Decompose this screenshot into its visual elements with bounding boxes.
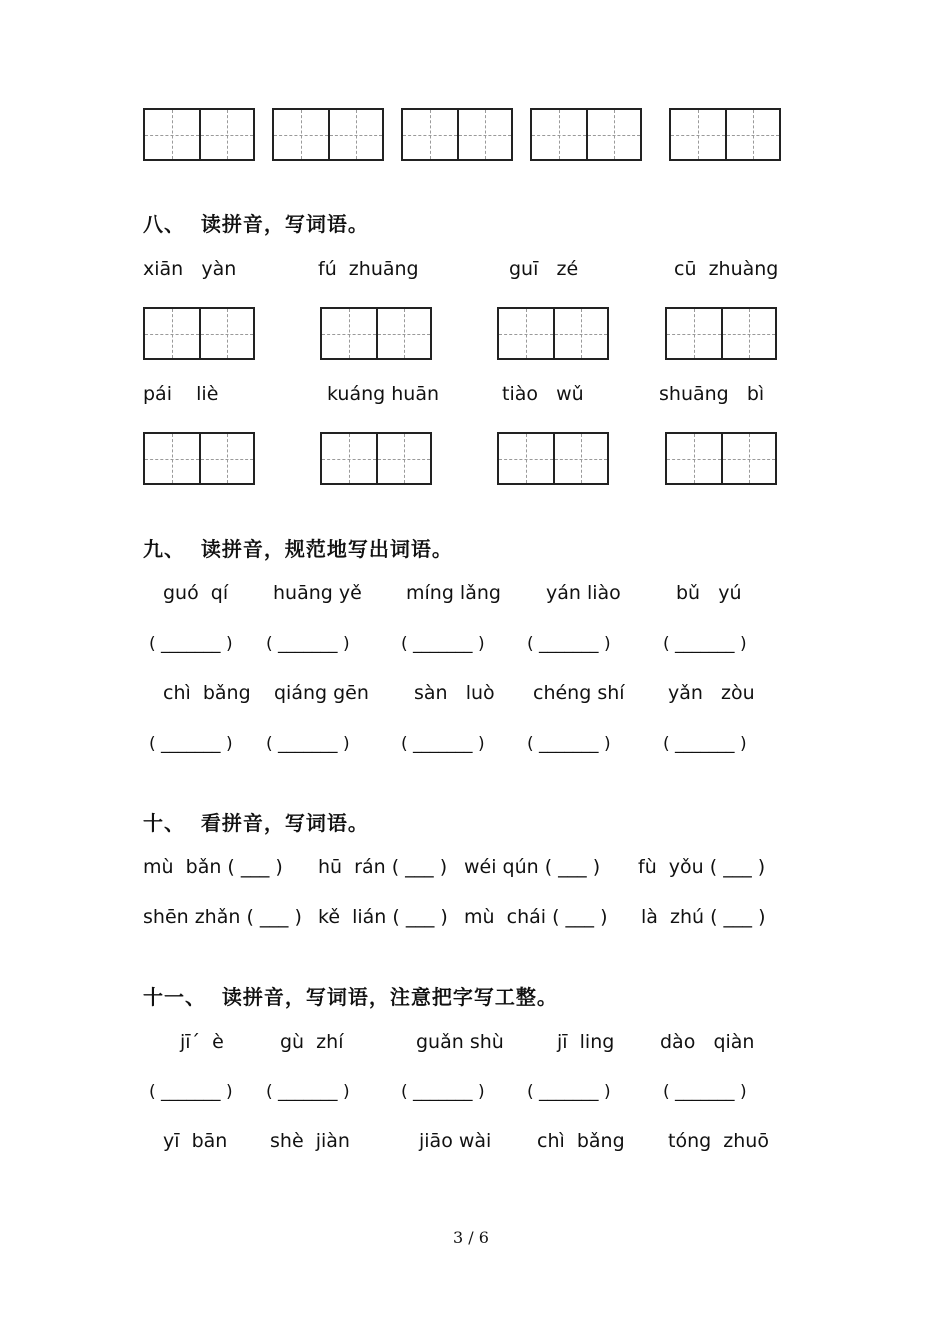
writing-grid[interactable]: [497, 432, 609, 485]
answer-blank[interactable]: ( _______ ): [663, 634, 747, 654]
grid-cell[interactable]: [322, 309, 376, 358]
writing-grid[interactable]: [497, 307, 609, 360]
pinyin-label: chéng shí: [533, 682, 625, 704]
grid-cell[interactable]: [322, 434, 376, 483]
writing-grid[interactable]: [401, 108, 513, 161]
pinyin-blank-item[interactable]: shēn zhǎn ( ___ ): [143, 906, 302, 928]
pinyin-label: guǎn shù: [416, 1031, 504, 1053]
writing-grid[interactable]: [530, 108, 642, 161]
grid-cell[interactable]: [553, 309, 607, 358]
pinyin-label: shè jiàn: [270, 1130, 350, 1152]
pinyin-blank-item[interactable]: mù chái ( ___ ): [464, 906, 608, 928]
grid-cell[interactable]: [199, 309, 253, 358]
grid-cell[interactable]: [721, 309, 775, 358]
grid-cell[interactable]: [532, 110, 586, 159]
writing-grid[interactable]: [669, 108, 781, 161]
pinyin-blank-item[interactable]: fù yǒu ( ___ ): [638, 856, 766, 878]
pinyin-label: jiāo wài: [419, 1130, 492, 1152]
pinyin-label: fú zhuāng: [318, 258, 419, 280]
section-10-heading: 十、 看拼音，写词语。: [143, 811, 369, 835]
answer-blank[interactable]: ( _______ ): [266, 1082, 350, 1102]
pinyin-label: míng lǎng: [406, 582, 501, 604]
answer-blank[interactable]: ( _______ ): [266, 634, 350, 654]
answer-blank[interactable]: ( _______ ): [149, 1082, 233, 1102]
pinyin-blank-item[interactable]: kě lián ( ___ ): [318, 906, 448, 928]
answer-blank[interactable]: ( _______ ): [527, 1082, 611, 1102]
grid-cell[interactable]: [721, 434, 775, 483]
writing-grid[interactable]: [320, 432, 432, 485]
pinyin-label: tiào wǔ: [502, 383, 584, 405]
pinyin-label: kuáng huān: [327, 383, 440, 405]
grid-cell[interactable]: [274, 110, 328, 159]
grid-cell[interactable]: [667, 309, 721, 358]
pinyin-label: gù zhí: [280, 1031, 344, 1053]
grid-cell[interactable]: [499, 434, 553, 483]
grid-cell[interactable]: [145, 110, 199, 159]
pinyin-blank-item[interactable]: wéi qún ( ___ ): [464, 856, 601, 878]
pinyin-label: jī ling: [557, 1031, 615, 1053]
pinyin-label: jīˊ è: [180, 1031, 224, 1053]
answer-blank[interactable]: ( _______ ): [401, 634, 485, 654]
grid-cell[interactable]: [328, 110, 382, 159]
grid-cell[interactable]: [145, 434, 199, 483]
pinyin-label: yī bān: [163, 1130, 228, 1152]
pinyin-blank-item[interactable]: là zhú ( ___ ): [641, 906, 766, 928]
answer-blank[interactable]: ( _______ ): [266, 734, 350, 754]
pinyin-label: dào qiàn: [660, 1031, 755, 1053]
pinyin-label: qiáng gēn: [274, 682, 369, 704]
grid-cell[interactable]: [499, 309, 553, 358]
pinyin-label: cū zhuàng: [674, 258, 779, 280]
pinyin-label: pái liè: [143, 383, 219, 405]
pinyin-label: guī zé: [509, 258, 579, 280]
answer-blank[interactable]: ( _______ ): [149, 634, 233, 654]
answer-blank[interactable]: ( _______ ): [401, 1082, 485, 1102]
writing-grid[interactable]: [665, 307, 777, 360]
pinyin-label: yán liào: [546, 582, 621, 604]
grid-cell[interactable]: [199, 110, 253, 159]
pinyin-label: chì bǎng: [163, 682, 251, 704]
answer-blank[interactable]: ( _______ ): [401, 734, 485, 754]
pinyin-blank-item[interactable]: hū rán ( ___ ): [318, 856, 448, 878]
pinyin-label: tóng zhuō: [668, 1130, 769, 1152]
grid-cell[interactable]: [671, 110, 725, 159]
grid-cell[interactable]: [667, 434, 721, 483]
writing-grid[interactable]: [665, 432, 777, 485]
pinyin-label: yǎn zòu: [668, 682, 755, 704]
pinyin-label: bǔ yú: [676, 582, 742, 604]
page-number: 3 / 6: [453, 1228, 489, 1247]
answer-blank[interactable]: ( _______ ): [149, 734, 233, 754]
grid-cell[interactable]: [145, 309, 199, 358]
grid-cell[interactable]: [376, 309, 430, 358]
section-8-heading: 八、 读拼音，写词语。: [143, 212, 369, 236]
pinyin-label: xiān yàn: [143, 258, 237, 280]
grid-cell[interactable]: [199, 434, 253, 483]
grid-cell[interactable]: [553, 434, 607, 483]
grid-cell[interactable]: [586, 110, 640, 159]
grid-cell[interactable]: [376, 434, 430, 483]
answer-blank[interactable]: ( _______ ): [663, 1082, 747, 1102]
writing-grid[interactable]: [320, 307, 432, 360]
grid-cell[interactable]: [457, 110, 511, 159]
pinyin-label: guó qí: [163, 582, 229, 604]
section-11-heading: 十一、 读拼音，写词语，注意把字写工整。: [143, 985, 558, 1009]
pinyin-label: huāng yě: [273, 582, 362, 604]
pinyin-label: chì bǎng: [537, 1130, 625, 1152]
pinyin-blank-item[interactable]: mù bǎn ( ___ ): [143, 856, 283, 878]
writing-grid[interactable]: [143, 108, 255, 161]
pinyin-label: shuāng bì: [659, 383, 765, 405]
answer-blank[interactable]: ( _______ ): [663, 734, 747, 754]
writing-grid[interactable]: [143, 307, 255, 360]
answer-blank[interactable]: ( _______ ): [527, 734, 611, 754]
answer-blank[interactable]: ( _______ ): [527, 634, 611, 654]
grid-cell[interactable]: [725, 110, 779, 159]
writing-grid[interactable]: [143, 432, 255, 485]
pinyin-label: sàn luò: [414, 682, 495, 704]
grid-cell[interactable]: [403, 110, 457, 159]
section-9-heading: 九、 读拼音，规范地写出词语。: [143, 537, 453, 561]
writing-grid[interactable]: [272, 108, 384, 161]
